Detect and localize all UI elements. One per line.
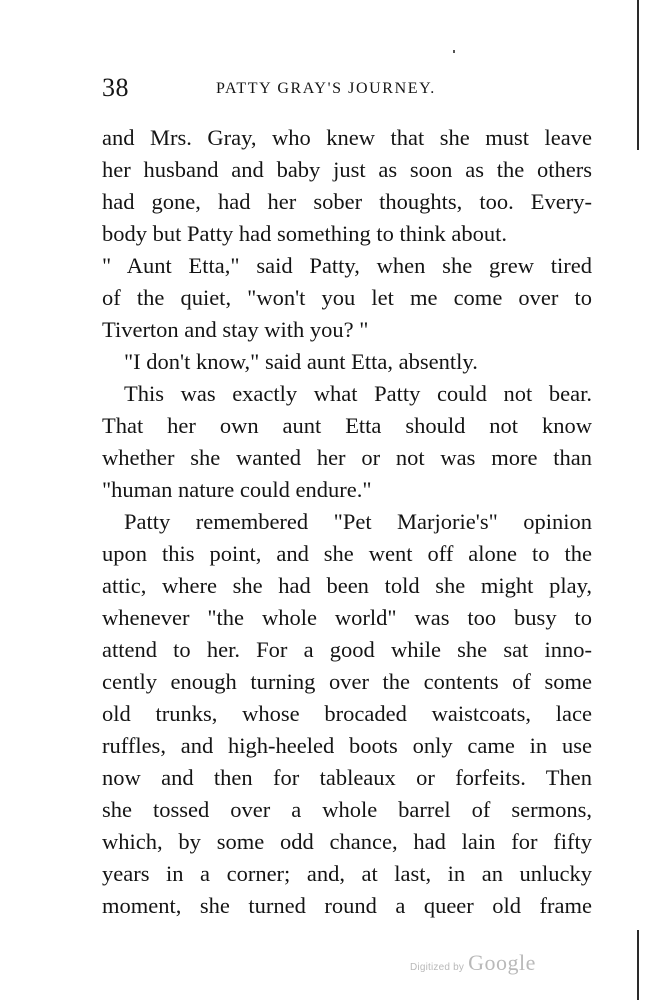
page-edge-line-bottom <box>637 930 639 1000</box>
text-line: "human nature could endure." <box>102 477 372 502</box>
page-edge-line-top <box>637 0 639 150</box>
page-number: 38 <box>102 73 129 102</box>
watermark-prefix: Digitized by <box>410 962 465 973</box>
text-line: Tiverton and stay with you? " <box>102 317 369 342</box>
digitized-watermark <box>410 950 536 976</box>
text-line: old trunks, whose brocaded waistcoats, lace <box>102 701 592 726</box>
text-line: " Aunt Etta," said Patty, when she grew tired <box>102 253 592 278</box>
paper-speck <box>453 50 455 53</box>
text-line: she tossed over a whole barrel of sermons, <box>102 797 592 822</box>
text-line: which, by some odd chance, had lain for fifty <box>102 829 592 854</box>
text-line: her husband and baby just as soon as the others <box>102 157 592 182</box>
text-line: attend to her. For a good while she sat inno- <box>102 637 592 662</box>
text-line: whenever "the whole world" was too busy to <box>102 605 592 630</box>
text-line: "I don't know," said aunt Etta, absently. <box>124 349 478 374</box>
text-line: whether she wanted her or not was more than <box>102 445 592 470</box>
text-line: had gone, had her sober thoughts, too. Every- <box>102 189 592 214</box>
google-logo: Google <box>468 950 536 975</box>
text-line: ruffles, and high-heeled boots only came in use <box>102 733 592 758</box>
text-line: upon this point, and she went off alone to the <box>102 541 592 566</box>
text-line: of the quiet, "won't you let me come over to <box>102 285 592 310</box>
text-line: and Mrs. Gray, who knew that she must leave <box>102 125 592 150</box>
text-line: moment, she turned round a queer old frame <box>102 893 592 918</box>
text-line: That her own aunt Etta should not know <box>102 413 592 438</box>
text-line: years in a corner; and, at last, in an unlucky <box>102 861 592 886</box>
running-head: PATTY GRAY'S JOURNEY. <box>216 80 436 97</box>
text-line: cently enough turning over the contents of some <box>102 669 592 694</box>
text-line: body but Patty had something to think about. <box>102 221 507 246</box>
body-text <box>102 122 592 922</box>
text-line: attic, where she had been told she might play, <box>102 573 592 598</box>
text-line: This was exactly what Patty could not bear. <box>124 381 592 406</box>
text-line: Patty remembered "Pet Marjorie's" opinion <box>124 509 592 534</box>
text-line: now and then for tableaux or forfeits. Then <box>102 765 592 790</box>
